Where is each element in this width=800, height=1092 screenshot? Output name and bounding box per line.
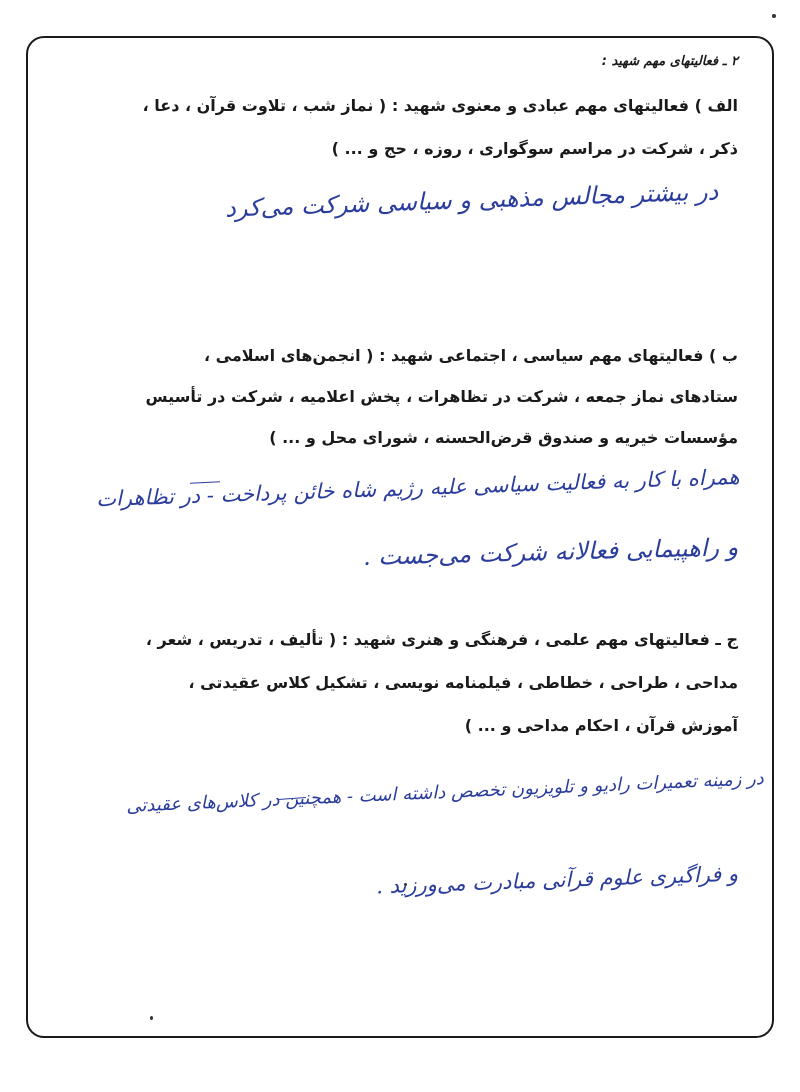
section-a-line-2: ذکر ، شرکت در مراسم سوگواری ، روزه ، حج و ... )	[331, 139, 738, 158]
section-heading: ۲ ـ فعالیتهای مهم شهید :	[601, 54, 738, 69]
section-b-line-3: مؤسسات خیریه و صندوق قرض‌الحسنه ، شورای محل و ... )	[269, 428, 738, 447]
section-c-handwritten-answer-1: در زمینه تعمیرات رادیو و تلویزیون تخصص داشته است - همچنین در کلاس‌های عقیدتی	[125, 768, 765, 817]
section-b-line-2: ستادهای نماز جمعه ، شرکت در تظاهرات ، پخش اعلامیه ، شرکت در تأسیس	[145, 387, 738, 406]
scan-speck	[772, 14, 776, 18]
scan-speck	[150, 1016, 153, 1020]
section-a-line-1: الف ) فعالیتهای مهم عبادی و معنوی شهید : ( نماز شب ، تلاوت قرآن ، دعا ،	[142, 96, 738, 115]
section-c-line-2: مداحی ، طراحی ، خطاطی ، فیلمنامه نویسی ، تشکیل کلاس عقیدتی ،	[188, 673, 738, 692]
section-c-line-1: ج ـ فعالیتهای مهم علمی ، فرهنگی و هنری شهید : ( تألیف ، تدریس ، شعر ،	[145, 630, 738, 649]
section-b-handwritten-answer-1: همراه با کار به فعالیت سیاسی علیه رژیم شاه خائن پرداخت - در تظاهرات	[96, 464, 741, 512]
section-c-line-3: آموزش قرآن ، احکام مداحی و ... )	[464, 716, 738, 735]
section-a-handwritten-answer-1: در بیشتر مجالس مذهبی و سیاسی شرکت می‌کرد	[224, 177, 719, 223]
section-c-handwritten-answer-2: و فراگیری علوم قرآنی مبادرت می‌ورزید .	[375, 861, 739, 899]
section-b-line-1: ب ) فعالیتهای مهم سیاسی ، اجتماعی شهید : ( انجمن‌های اسلامی ،	[204, 346, 738, 365]
section-b-handwritten-answer-2: و راهپیمایی فعالانه شرکت می‌جست .	[362, 533, 739, 571]
